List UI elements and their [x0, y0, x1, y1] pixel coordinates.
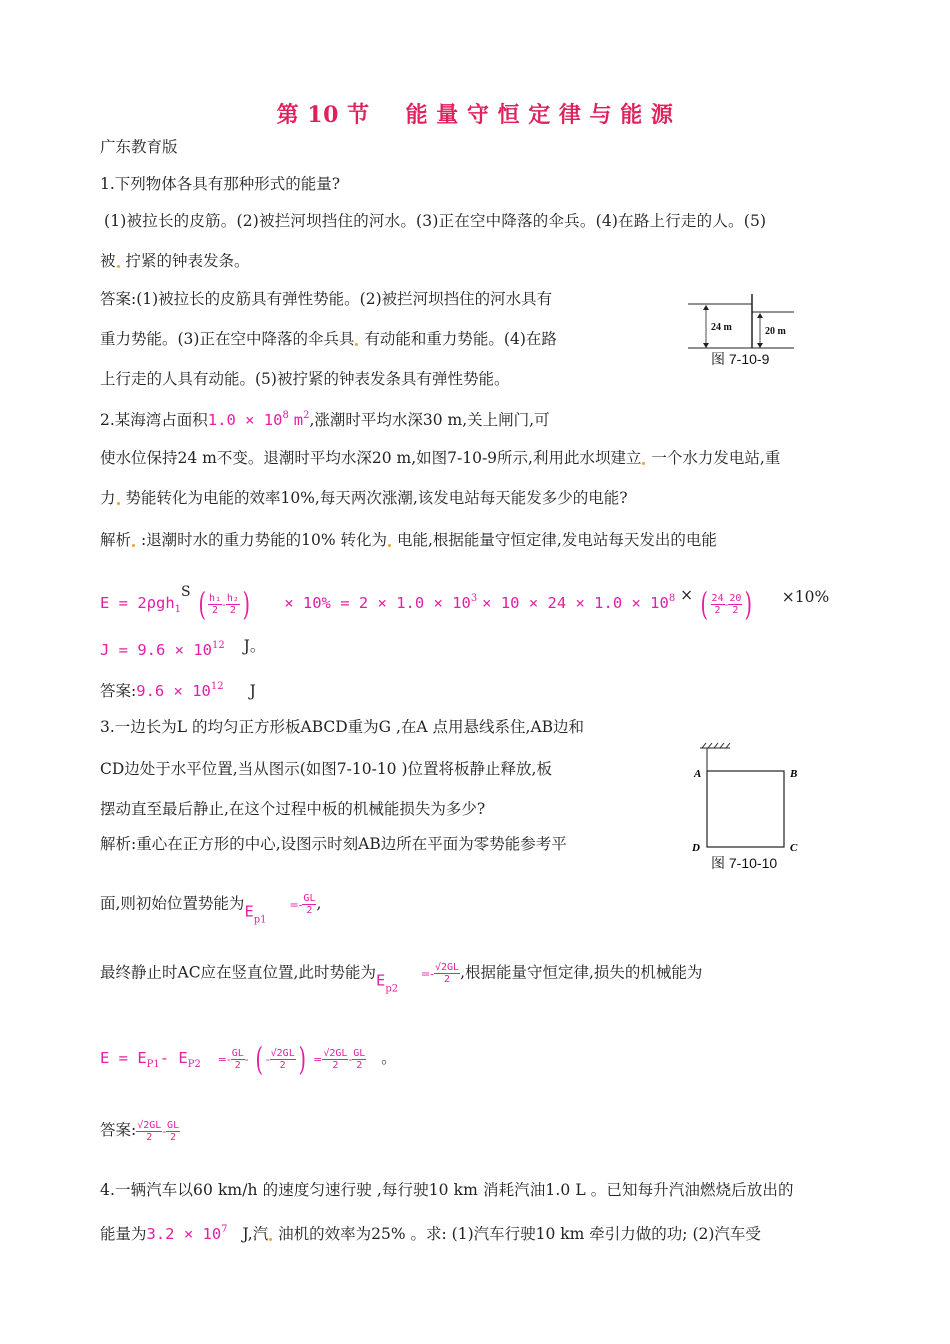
fig10-label-a: A — [694, 768, 702, 780]
q4-line2: 能量为$3.2 \times 10^7$ J,汽 油机的效率为25% 。求: (1)汽车行驶10 km 牵引力做的功; (2)汽车受 — [100, 1224, 761, 1243]
q2-solution: 解析 :退潮时水的重力势能的10% 转化为 电能,根据能量守恒定律,发电站每天发出的电能 — [100, 531, 717, 549]
marker-dot — [132, 544, 135, 547]
q2-line2: 使水位保持24 m不变。退潮时平均水深20 m,如图7-10-9所示,利用此水坝建立 一个水力发电站,重 — [100, 449, 781, 467]
q2-answer: 答案:9.6 × $10^{12}$ J — [100, 681, 256, 700]
marker-dot — [642, 462, 645, 465]
q2-line1: 2.某海湾占面积$1.0 \times 10^8$ $m^2$,涨潮时平均水深30 m,关上闸门,可 — [100, 410, 550, 429]
q1-question: 1.下列物体各具有那种形式的能量? — [100, 175, 341, 193]
marker-dot — [117, 502, 120, 505]
square-figure — [690, 742, 805, 854]
q3-line3: 摆动直至最后静止,在这个过程中板的机械能损失为多少? — [100, 800, 486, 818]
q2-result: $J = 9.6 \times 10^{12}$ J。 — [100, 637, 266, 659]
q1-items-line2: 被 拧紧的钟表发条。 — [100, 252, 250, 270]
q1-items-line1: (1)被拉长的皮筋。(2)被拦河坝挡住的河水。(3)正在空中降落的伞兵。(4)在路上行走的人。(5) — [104, 212, 767, 230]
marker-dot — [117, 265, 120, 268]
publisher: 广东教育版 — [100, 138, 178, 156]
marker-dot — [355, 343, 358, 346]
page-title: 第 10 节 能 量 守 恒 定 律 与 能 源 — [276, 102, 674, 128]
q4-line1: 4.一辆汽车以60 km/h 的速度匀速行驶 ,每行驶10 km 消耗汽油1.0 L 。已知每升汽油燃烧后放出的 — [100, 1181, 794, 1199]
fig9-label-left: 24 m — [711, 322, 732, 333]
q3-line1: 3.一边长为L 的均匀正方形板ABCD重为G ,在A 点用悬线系住,AB边和 — [100, 718, 585, 736]
fig10-label-d: D — [692, 842, 700, 854]
dam-figure — [680, 292, 800, 354]
q1-answer-line2: 重力势能。(3)正在空中降落的伞兵具 有动能和重力势能。(4)在路 — [100, 330, 557, 348]
q3-line2: CD边处于水平位置,当从图示(如图7-10-10 )位置将板静止释放,板 — [100, 760, 552, 778]
fig10-label-b: B — [790, 768, 798, 780]
fig10-caption: 图 7-10-10 — [711, 855, 778, 871]
fig9-caption: 图 7-10-9 — [711, 351, 770, 367]
q3-line4: 解析:重心在正方形的中心,设图示时刻AB边所在平面为零势能参考平 — [100, 835, 567, 853]
fig10-label-c: C — [790, 842, 798, 854]
q2-equation: E = 2ρgh$_1$S ( $\frac{\text{h₁}}{2}$ - $\frac{\text{h₂}}{2}$ ) × $10\% = 2 \times 1.0 \times 10^3 \times 10 \times 24 \times 1.0 \times 10^8$ × ( $\frac{24}{2}$ - $\frac{20}{2}$ ) ×10% — [100, 584, 830, 623]
q2-line3: 力 势能转化为电能的效率10%,每天两次涨潮,该发电站每天能发多少的电能? — [100, 489, 628, 507]
fig9-label-right: 20 m — [765, 326, 786, 337]
q1-answer-line1: 答案:(1)被拉长的皮筋具有弹性势能。(2)被拦河坝挡住的河水具有 — [100, 290, 553, 308]
q3-line5: 面,则初始位置势能为$E_{p1}$ =- $\frac{GL}{2}$ , — [100, 893, 322, 926]
marker-dot — [269, 1238, 272, 1241]
marker-dot — [388, 544, 391, 547]
q1-answer-line3: 上行走的人具有动能。(5)被拧紧的钟表发条具有弹性势能。 — [100, 370, 510, 388]
q3-answer: 答案: $\frac{√2GL}{2}$ - $\frac{GL}{2}$ — [100, 1119, 180, 1143]
q3-loss-equation: $E = E_{P1}-$ $E_{P2}$ =- $\frac{GL}{2}$ - ( - $\frac{√2GL}{2}$ ) = $\frac{√2GL}{2}$ - $\frac{GL}{2}$ 。 — [100, 1040, 397, 1078]
q3-line6: 最终静止时AC应在竖直位置,此时势能为$E_{p2}$ =- $\frac{√2GL}{2}$ ,根据能量守恒定律,损失的机械能为 — [100, 962, 703, 995]
